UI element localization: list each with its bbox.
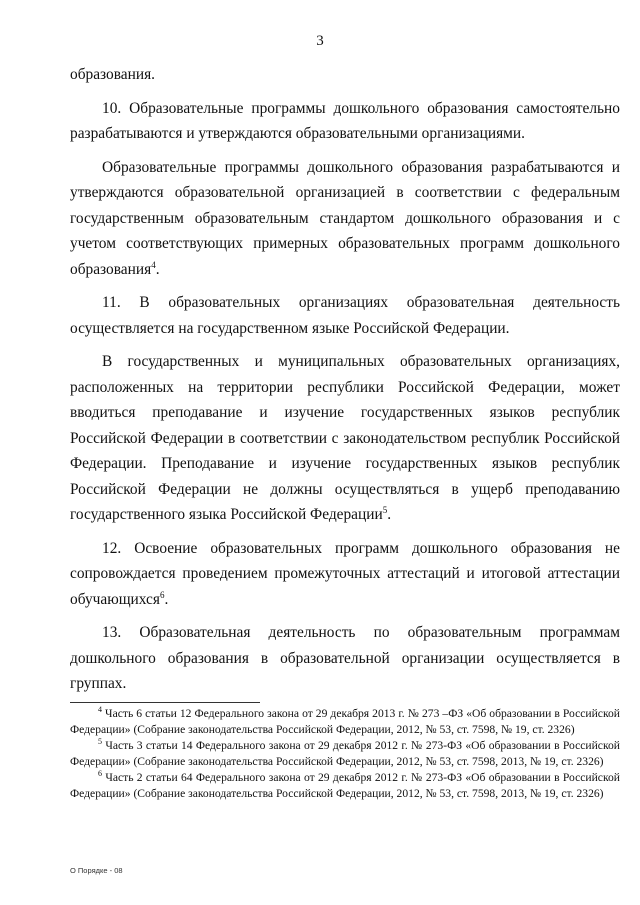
paragraph-programs: Образовательные программы дошкольного образования разрабатываются и утверждаются образовательной организацией в соответствии с федеральным государственным образовательным стандартом дошкольного образования и с учетом соответствующих примерных образовательных программ дошкольного образования$^4$. — [70, 158, 620, 278]
page-number: 3 — [316, 33, 324, 49]
paragraph-item-12: 12. Освоение образовательных программ дошкольного образования не сопровождается проведением промежуточных аттестаций и итоговой аттестации обучающихся$^6$. — [70, 539, 620, 608]
paragraph-item-13: 13. Образовательная деятельность по образовательным программам дошкольного образования в образовательной организации осуществляется в группах. — [70, 624, 620, 692]
footnote-6: $^6$ Часть 2 статьи 64 Федерального закона от 29 декабря 2012 г. № 273-ФЗ «Об образовании в Российской Федерации» (Собрание законодательства Российской Федерации, 2012, № 53, ст. 7598, 2013, № 19, ст. 2326) — [70, 769, 620, 800]
footnote-4: $^4$ Часть 6 статьи 12 Федерального закона от 29 декабря 2013 г. № 273 –ФЗ «Об образовании в Российской Федерации» (Собрание законодательства Российской Федерации, 2012, № 53, ст. 7598, № 19, ст. 2326) — [70, 705, 620, 736]
document-footer: О Порядке - 08 — [70, 866, 123, 875]
footnote-ref-5[interactable]: 5 — [382, 504, 388, 515]
paragraph-languages: В государственных и муниципальных образовательных организациях, расположенных на территории республики Российской Федерации, может вводиться преподавание и изучение государственных языков республик Российской Федерации в соответствии с законодательством республик Российской Федерации. Преподавание и изучение государственных языков республик Российской Федерации не должны осуществляться в ущерб преподаванию государственного языка Российской Федерации$^5$. — [70, 353, 620, 523]
document-body — [70, 62, 620, 705]
footnote-separator — [70, 702, 260, 703]
paragraph-item-11: 11. В образовательных организациях образовательная деятельность осуществляется на государственном языке Российской Федерации. — [70, 294, 620, 337]
paragraph-item-10: 10. Образовательные программы дошкольного образования самостоятельно разрабатываются и утверждаются образовательными организациями. — [70, 99, 620, 142]
footnote-ref-4[interactable]: 4 — [151, 259, 156, 270]
paragraph-continuation: образования. — [70, 66, 156, 83]
footnote-ref-6[interactable]: 6 — [159, 589, 165, 600]
footnotes — [70, 706, 620, 802]
footnote-5: $^5$ Часть 3 статьи 14 Федерального закона от 29 декабря 2012 г. № 273-ФЗ «Об образовании в Российской Федерации» (Собрание законодательства Российской Федерации, 2012, № 53, ст. 7598, 2013, № 19, ст. 2326) — [70, 737, 620, 768]
